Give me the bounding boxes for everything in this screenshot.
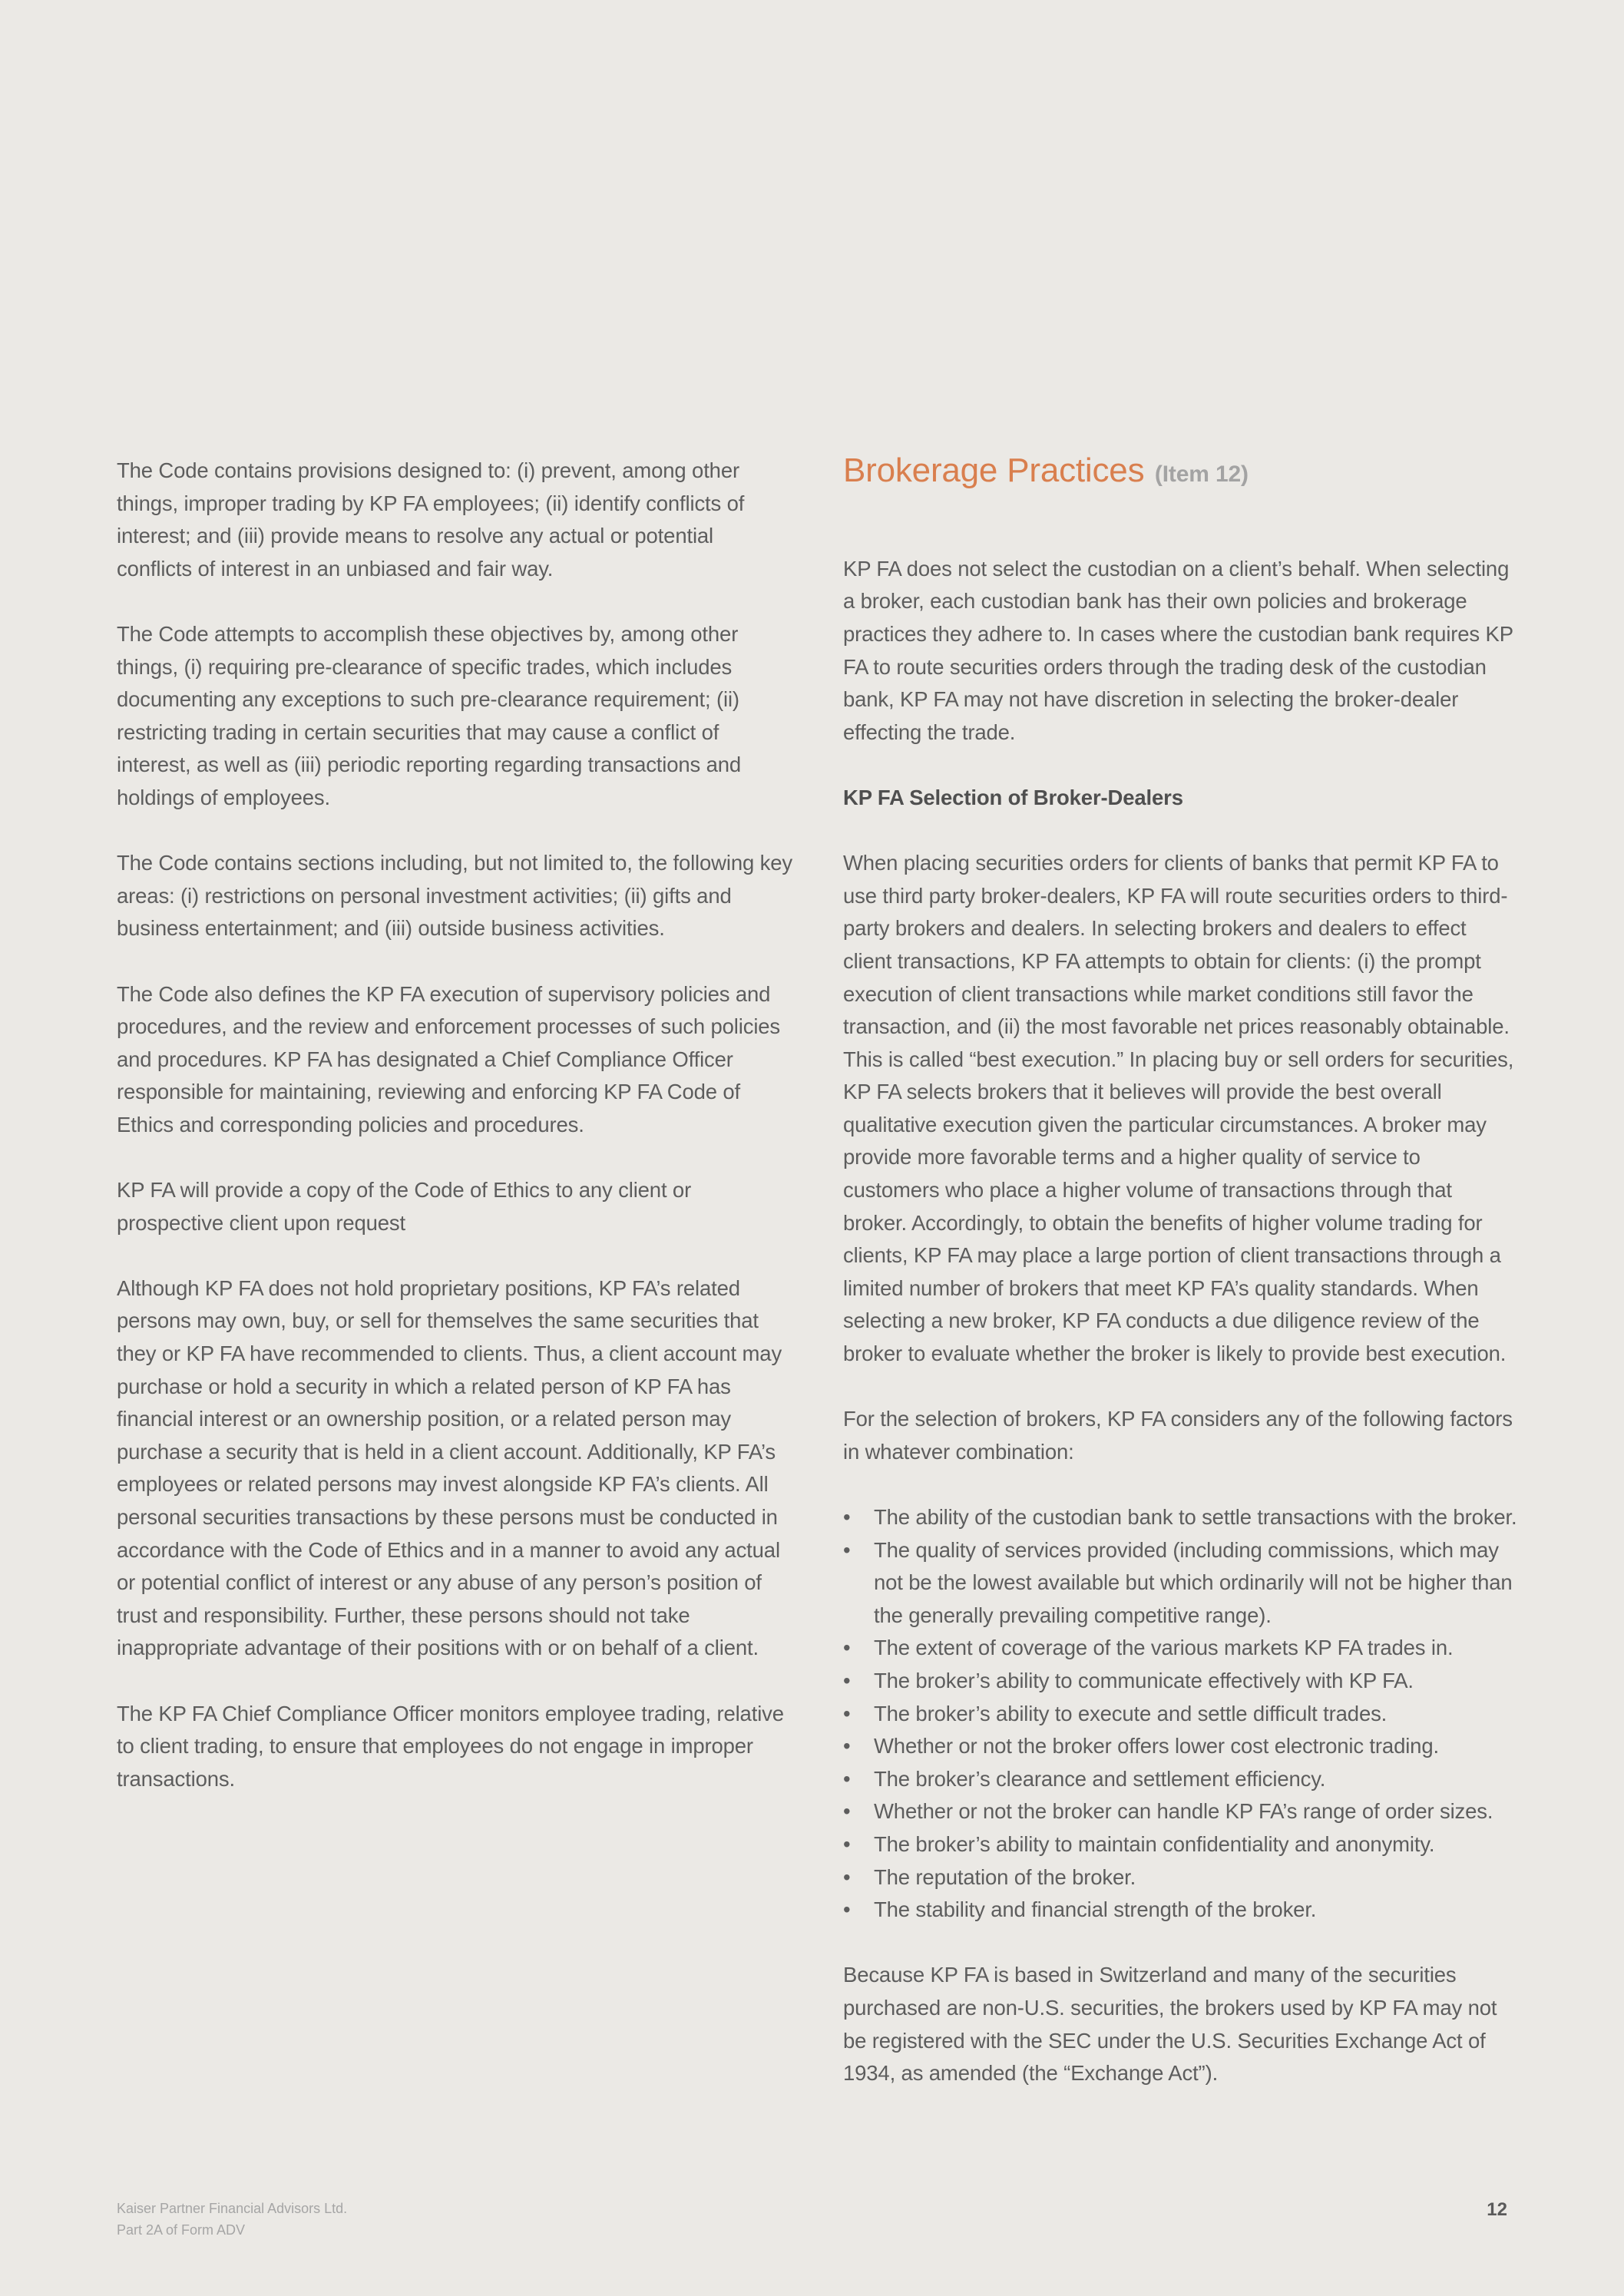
exchange-act-paragraph: Because KP FA is based in Switzerland and many of the securities purchased are non-U.S. securities, the brokers used by KP FA may not be registered with the SEC under the U.S. Securities Exchange Act of 1934, as amended (the “Exchange Act”). (843, 1963, 1497, 2086)
compliance-monitoring-paragraph: The KP FA Chief Compliance Officer monitors employee trading, relative to client trading, to ensure that employees do not engage in improper transactions. (117, 1701, 784, 1791)
code-copy-paragraph: KP FA will provide a copy of the Code of Ethics to any client or prospective client upon request (117, 1178, 692, 1235)
footer-company-name: Kaiser Partner Financial Advisors Ltd. (117, 2201, 348, 2216)
list-item: • The broker’s ability to communicate effectively with KP FA. (843, 1665, 1519, 1698)
factors-intro-paragraph: For the selection of brokers, KP FA considers any of the following factors in whatever combination: (843, 1407, 1513, 1464)
list-item: • The quality of services provided (including commissions, which may not be the lowest available but which ordinarily will not be higher than the generally prevailing competitive range). (843, 1534, 1519, 1633)
related-persons-paragraph: Although KP FA does not hold proprietary positions, KP FA’s related persons may own, buy, or sell for themselves the same securities that they or KP FA have recommended to clients. Thus, a client account may purchase or hold a security in which a related person of KP FA has financial interest or an ownership position, or a related person may purchase a security that is held in a client account. Additionally, KP FA’s employees or related persons may invest alongside KP FA’s clients. All personal securities transactions by these persons must be conducted in accordance with the Code of Ethics and in a manner to avoid any actual or potential conflict of interest or any abuse of any person’s position of trust and responsibility. Further, these persons should not take inappropriate advantage of their positions with or on behalf of a client. (117, 1275, 782, 1660)
list-item: • The extent of coverage of the various markets KP FA trades in. (843, 1632, 1519, 1665)
page-footer (117, 2198, 347, 2241)
left-column (117, 455, 792, 1828)
code-sections-paragraph: The Code contains sections including, but not limited to, the following key areas: (i) restrictions on personal investment activities; (ii) gifts and business entertainment; and (iii) outside business activities. (117, 851, 792, 941)
heading-spacer (843, 488, 1519, 553)
code-objectives-paragraph: The Code attempts to accomplish these objectives by, among other things, (i) requiring pre-clearance of specific trades, which includes documenting any exceptions to such pre-clearance requirement; (ii) restricting trading in certain securities that may cause a conflict of interest, as well as (iii) periodic reporting regarding transactions and holdings of employees. (117, 621, 742, 809)
list-item: • Whether or not the broker offers lower cost electronic trading. (843, 1730, 1519, 1763)
list-item: • Whether or not the broker can handle KP FA’s range of order sizes. (843, 1795, 1519, 1828)
list-item: • The broker’s ability to execute and settle difficult trades. (843, 1698, 1519, 1731)
footer-document-name: Part 2A of Form ADV (117, 2222, 246, 2238)
page-number: 12 (1487, 2199, 1507, 2220)
custodian-intro-paragraph: KP FA does not select the custodian on a client’s behalf. When selecting a broker, each custodian bank has their own policies and brokerage practices they adhere to. In cases where the custodian bank requires KP FA to route securities orders through the trading desk of the custodian bank, KP FA may not have discretion in selecting the broker-dealer effecting the trade. (843, 556, 1513, 744)
right-column (843, 452, 1519, 2122)
list-item: • The broker’s ability to maintain confidentiality and anonymity. (843, 1828, 1519, 1861)
list-item: • The reputation of the broker. (843, 1861, 1519, 1894)
list-item: • The ability of the custodian bank to settle transactions with the broker. (843, 1501, 1519, 1534)
broker-factors-list (843, 1501, 1519, 1927)
section-heading (843, 452, 1519, 489)
list-item: • The stability and financial strength of the broker. (843, 1894, 1519, 1927)
section-title: Brokerage Practices (843, 452, 1145, 489)
code-provisions-paragraph: The Code contains provisions designed to: (i) prevent, among other things, improper trading by KP FA employees; (ii) identify conflicts of interest; and (iii) provide means to resolve any actual or potential conflicts of interest in an unbiased and fair way. (117, 458, 745, 581)
section-item-number: (Item 12) (1154, 462, 1249, 487)
list-item: • The broker’s clearance and settlement efficiency. (843, 1763, 1519, 1796)
broker-selection-subheading: KP FA Selection of Broker-Dealers (843, 785, 1183, 809)
supervisory-policies-paragraph: The Code also defines the KP FA execution of supervisory policies and procedures, and the review and enforcement processes of such policies and procedures. KP FA has designated a Chief Compliance Officer responsible for maintaining, reviewing and enforcing KP FA Code of Ethics and corresponding policies and procedures. (117, 981, 781, 1136)
best-execution-paragraph: When placing securities orders for clients of banks that permit KP FA to use third party broker-dealers, KP FA will route securities orders to third-party brokers and dealers. In selecting brokers and dealers to effect client transactions, KP FA attempts to obtain for clients: (i) the prompt execution of client transactions while market conditions still favor the transaction, and (ii) the most favorable net prices reasonably obtainable. This is called “best execution.” In placing buy or sell orders for securities, KP FA selects brokers that it believes will provide the best overall qualitative execution given the particular circumstances. A broker may provide more favorable terms and a higher quality of service to customers who place a higher volume of transactions through that broker. Accordingly, to obtain the benefits of higher volume trading for clients, KP FA may place a large portion of client transactions through a limited number of brokers that meet KP FA’s quality standards. When selecting a new broker, KP FA conducts a due diligence review of the broker to evaluate whether the broker is likely to provide best execution. (843, 851, 1514, 1366)
